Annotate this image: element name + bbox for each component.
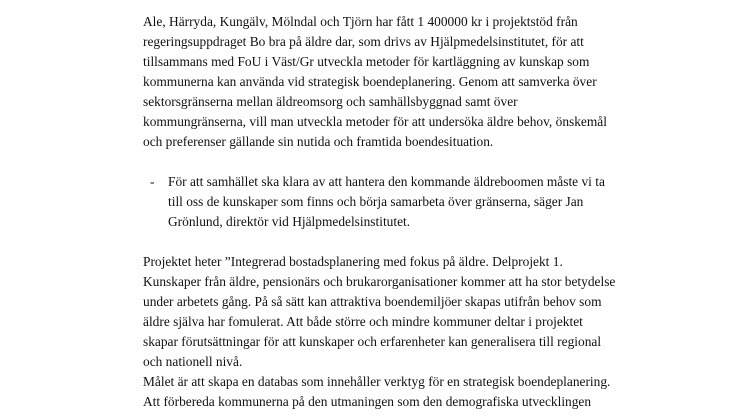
paragraph-3-line-1: Målet är att skapa en databas som innehåller verktyg för en strategisk boendeplanering.: [143, 374, 611, 389]
paragraph-1-line-1: Ale, Härryda, Kungälv, Mölndal och Tjörn har fått 1 400000 kr i projektstöd från: [143, 14, 578, 29]
paragraph-2-line-1: Projektet heter ”Integrerad bostadsplanering med fokus på äldre. Delprojekt 1.: [143, 254, 563, 269]
paragraph-1-line-7: och preferenser gällande sin nutida och framtida boendesituation.: [143, 134, 494, 149]
paragraph-1-line-3: tillsammans med FoU i Väst/Gr utveckla metoder för kartläggning av kunskap som: [143, 54, 590, 69]
paragraph-2-line-3: under arbetets gång. På så sätt kan attraktiva boendemiljöer skapas utifrån behov som: [143, 294, 602, 309]
paragraph-2-line-6: och nationell nivå.: [143, 354, 243, 369]
bullet-line-1: För att samhället ska klara av att hantera den kommande äldreboomen måste vi ta: [168, 174, 605, 189]
paragraph-2-line-5: skapar förutsättningar för att kunskaper och erfarenheter kan generalisera till regional: [143, 334, 602, 349]
paragraph-1-line-2: regeringsuppdraget Bo bra på äldre dar, som drivs av Hjälpmedelsinstitutet, för att: [143, 34, 584, 49]
paragraph-1-line-4: kommunerna kan använda vid strategisk boendeplanering. Genom att samverka över: [143, 74, 597, 89]
bullet-dash-marker: -: [150, 174, 155, 189]
paragraph-3-line-2: Att förbereda kommunerna på den utmaningen som den demografiska utvecklingen: [143, 394, 592, 409]
paragraph-2-line-4: äldre själva har fomulerat. Att både större och mindre kommuner deltar i projektet: [143, 314, 583, 329]
paragraph-1-line-6: kommungränserna, vill man utveckla metoder för att undersöka äldre behov, önskemål: [143, 114, 607, 129]
bullet-line-2: till oss de kunskaper som finns och börja samarbeta över gränserna, säger Jan: [168, 194, 584, 209]
bullet-line-3: Grönlund, direktör vid Hjälpmedelsinstitutet.: [168, 214, 411, 229]
paragraph-2-line-2: Kunskaper från äldre, pensionärs och brukarorganisationer kommer att ha stor betydelse: [143, 274, 616, 289]
paragraph-1-line-5: sektorsgränserna mellan äldreomsorg och samhällsbyggnad samt över: [143, 94, 518, 109]
